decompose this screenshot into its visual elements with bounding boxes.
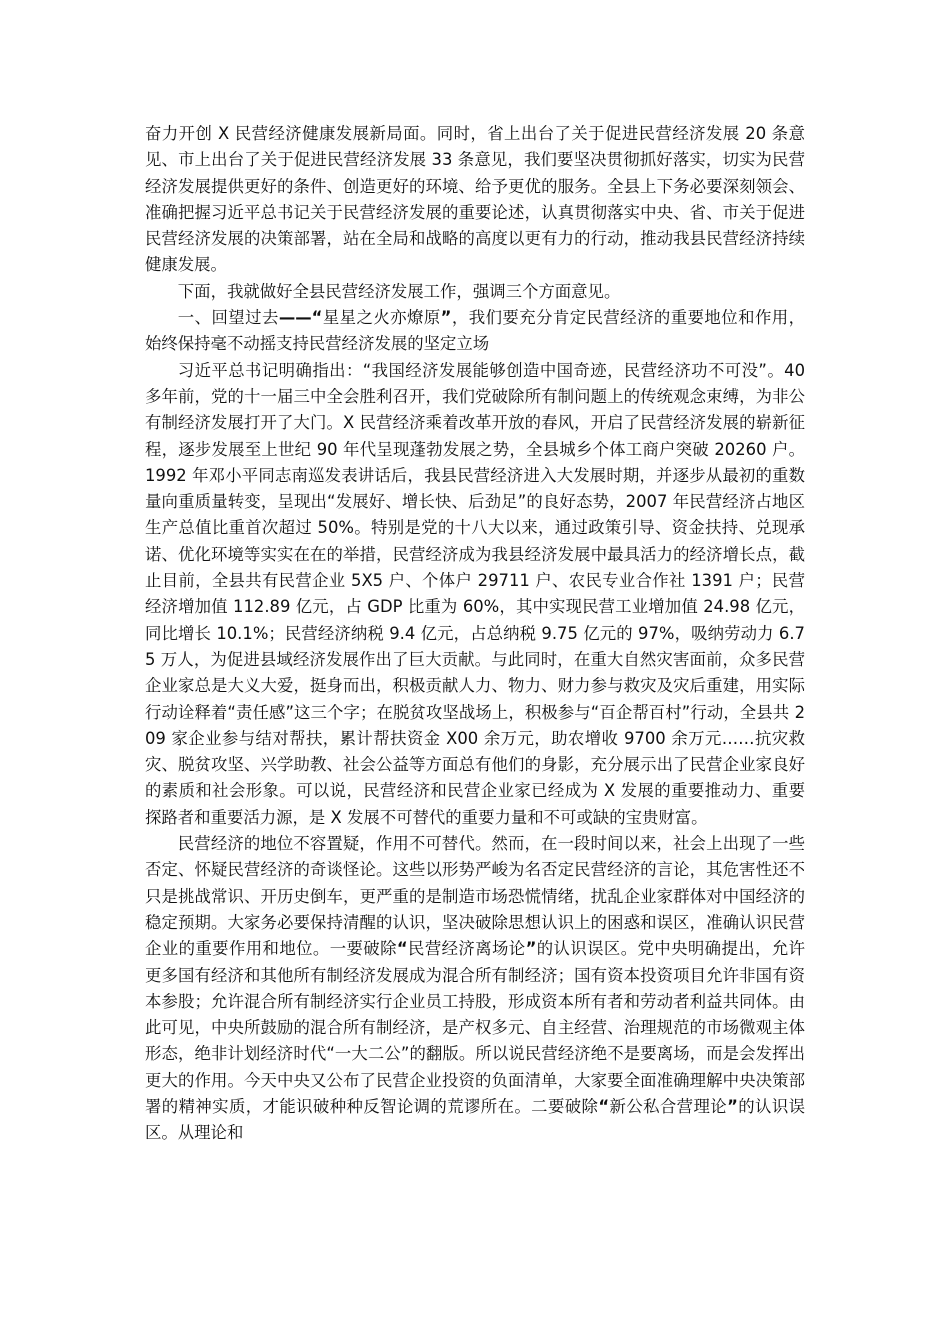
paragraph-4-text: 习近平总书记明确指出：“我国经济发展能够创造中国奇迹，民营经济功不可没”。40 多年前，党的十一届三中全会胜利召开，我们党破除所有制问题上的传统观念束缚，为非公有制经济发展打开了大门。X 民营经济乘着改革开放的春风，开启了民营经济发展的崭新征程，逐步发展至上世纪 90 年代呈现蓬勃发展之势，全县城乡个体工商户突破 20260 户。1992 年邓小平同志南巡发表讲话后，我县民营经济进入大发展时期，并逐步从最初的重数量向重质量转变，呈现出“发展好、增长快、后劲足”的良好态势，2007 年民营经济占地区生产总值比重首次超过 50%。特别是党的十八大以来，通过政策引导、资金扶持、兑现承诺、优化环境等实实在在的举措，民营经济成为我县经济发展中最具活力的经济增长点，截止目前，全县共有民营企业 5X5 户、个体户 29711 户、农民专业合作社 1391 户；民营经济增加值 112.89 亿元，占 GDP 比重为 60%，其中实现民营工业增加值 24.98 亿元，同比增长 10.1%；民营经济纳税 9.4 亿元，占总纳税 9.75 亿元的 97%，吸纳劳动力 6.75 万人，为促进县域经济发展作出了巨大贡献。与此同时，在重大自然灾害面前，众多民营企业家总是大义大爱，挺身而出，积极贡献人力、物力、财力参与救灾及灾后重建，用实际行动诠释着“责任感”这三个字；在脱贫攻坚战场上，积极参与“百企帮百村”行动，全县共 209 家企业参与结对帮扶，累计帮扶资金 X00 余万元，助农增收 9700 余万元……抗灾救灾、脱贫攻坚、兴学助教、社会公益等方面总有他们的身影，充分展示出了民营企业家良好的素质和社会形象。可以说，民营经济和民营企业家已经成为 X 发展的重要推动力、重要探路者和重要活力源，是 X 发展不可替代的重要力量和不可或缺的宝贵财富。	[145, 360, 805, 827]
bold-open-quote-2: “	[598, 1096, 610, 1116]
paragraph-1	[145, 121, 805, 279]
bold-close-quote-2: ”	[727, 1096, 738, 1116]
paragraph-2-text: 下面，我就做好全县民营经济发展工作，强调三个方面意见。	[177, 281, 621, 301]
paragraph-1-text: 奋力开创 X 民营经济健康发展新局面。同时，省上出台了关于促进民营经济发展 20 条意见、市上出台了关于促进民营经济发展 33 条意见，我们要坚决贯彻抓好落实，切实为民营经济发展提供更好的条件、创造更好的环境、给予更优的服务。全县上下务必要深刻领会、准确把握习近平总书记关于民营经济发展的重要论述，认真贯彻落实中央、省、市关于促进民营经济发展的决策部署，站在全局和战略的高度以更有力的行动，推动我县民营经济持续健康发展。	[145, 124, 805, 275]
term-joint-venture-theory: 新公私合营理论	[609, 1096, 728, 1116]
section-heading-1	[145, 305, 805, 358]
heading-quote-text: 星星之火亦燎原	[322, 308, 441, 328]
paragraph-5-text-b: 的认识误区。党中央明确提出，允许更多国有经济和其他所有制经济发展成为混合所有制经济；国有资本投资项目允许非国有资本参股；允许混合所有制经济实行企业员工持股，形成资本所有者和劳动者利益共同体。由此可见，中央所鼓励的混合所有制经济，是产权多元、自主经营、治理规范的市场微观主体形态，绝非计划经济时代“一大二公”的翻版。所以说民营经济绝不是要离场，而是会发挥出更大的作用。今天中央又公布了民营企业投资的负面清单，大家要全面准确理解中央决策部署的精神实质，才能识破种种反智论调的荒谬所在。二要破除	[145, 939, 806, 1116]
paragraph-5	[145, 831, 805, 1147]
heading-text-part: 一、回望过去	[177, 308, 279, 328]
paragraph-4	[145, 358, 805, 831]
heading-text-rest: ，我们要充分肯定民营经济的重要地位和作用，始终保持毫不动摇支持民营经济发展的坚定立场	[145, 308, 806, 354]
term-exit-theory: 民营经济离场论	[407, 939, 526, 959]
paragraph-5-text-a: 民营经济的地位不容置疑，作用不可替代。然而，在一段时间以来，社会上出现了一些否定、怀疑民营经济的奇谈怪论。这些以形势严峻为名否定民营经济的言论，其危害性还不只是挑战常识、开历史倒车，更严重的是制造市场恐慌情绪，扰乱企业家群体对中国经济的稳定预期。大家务必要保持清醒的认识，坚决破除思想认识上的困惑和误区，准确认识民营企业的重要作用和地位。一要破除	[145, 834, 805, 959]
paragraph-2	[145, 279, 805, 305]
bold-open-quote-1: “	[396, 939, 408, 959]
heading-bold-close-quote: ”	[440, 308, 452, 328]
bold-close-quote-1: ”	[525, 939, 537, 959]
paragraph-5-text-c: 的认识误区。从理论和	[145, 1096, 806, 1143]
document-body	[145, 121, 805, 1147]
heading-bold-dash-quote: ——“	[278, 308, 323, 328]
